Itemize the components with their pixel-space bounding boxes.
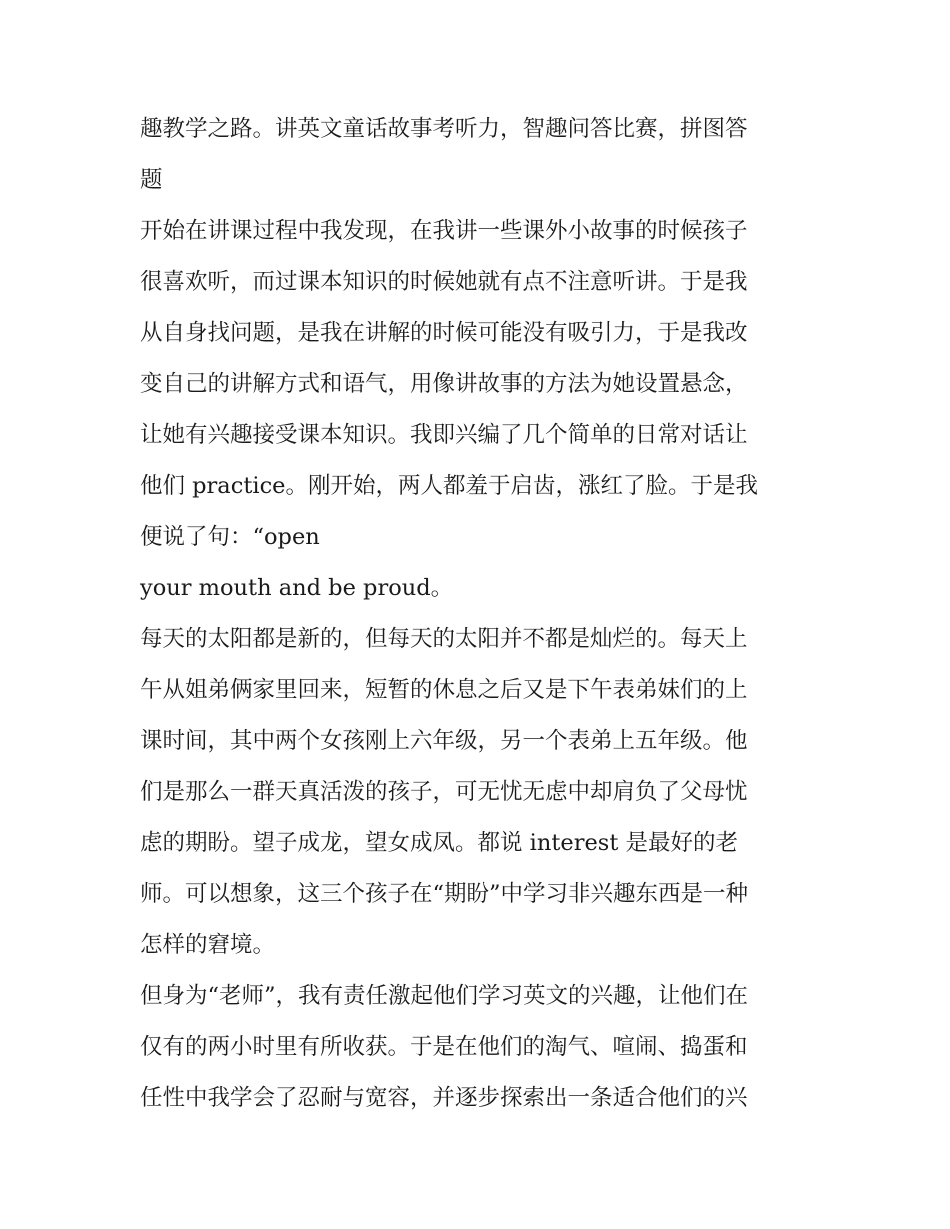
text-line-3: 开始在讲课过程中我发现，在我讲一些课外小故事的时候孩子	[140, 218, 748, 244]
text-line-12: 午从姐弟俩家里回来，短暂的休息之后又是下午表弟妹们的上	[140, 677, 748, 703]
text-line-6: 变自己的讲解方式和语气，用像讲故事的方法为她设置悬念，	[140, 371, 748, 397]
text-line-11: 每天的太阳都是新的，但每天的太阳并不都是灿烂的。每天上	[140, 626, 748, 652]
text-line-1: 趣教学之路。讲英文童话故事考听力，智趣问答比赛，拼图答	[140, 116, 748, 142]
text-line-14: 们是那么一群天真活泼的孩子，可无忧无虑中却肩负了父母忧	[140, 779, 748, 805]
text-line-10: your mouth and be proud。	[140, 575, 454, 601]
text-line-2: 题	[140, 167, 163, 193]
text-line-16: 师。可以想象，这三个孩子在“期盼”中学习非兴趣东西是一种	[140, 881, 749, 907]
text-line-7: 让她有兴趣接受课本知识。我即兴编了几个简单的日常对话让	[140, 422, 748, 448]
text-line-8: 他们 practice。刚开始，两人都羞于启齿，涨红了脸。于是我	[140, 473, 758, 499]
text-line-15: 虑的期盼。望子成龙，望女成凤。都说 interest 是最好的老	[140, 830, 739, 856]
text-line-20: 任性中我学会了忍耐与宽容，并逐步探索出一条适合他们的兴	[140, 1085, 748, 1111]
text-line-19: 仅有的两小时里有所收获。于是在他们的淘气、喧闹、捣蛋和	[140, 1034, 748, 1060]
text-line-4: 很喜欢听，而过课本知识的时候她就有点不注意听讲。于是我	[140, 269, 748, 295]
text-line-9: 便说了句：“open	[140, 524, 320, 550]
document-body	[140, 104, 815, 1124]
text-line-18: 但身为“老师”，我有责任激起他们学习英文的兴趣，让他们在	[140, 983, 749, 1009]
text-line-5: 从自身找问题，是我在讲解的时候可能没有吸引力，于是我改	[140, 320, 748, 346]
text-line-17: 怎样的窘境。	[140, 932, 276, 958]
text-line-13: 课时间，其中两个女孩刚上六年级，另一个表弟上五年级。他	[140, 728, 748, 754]
